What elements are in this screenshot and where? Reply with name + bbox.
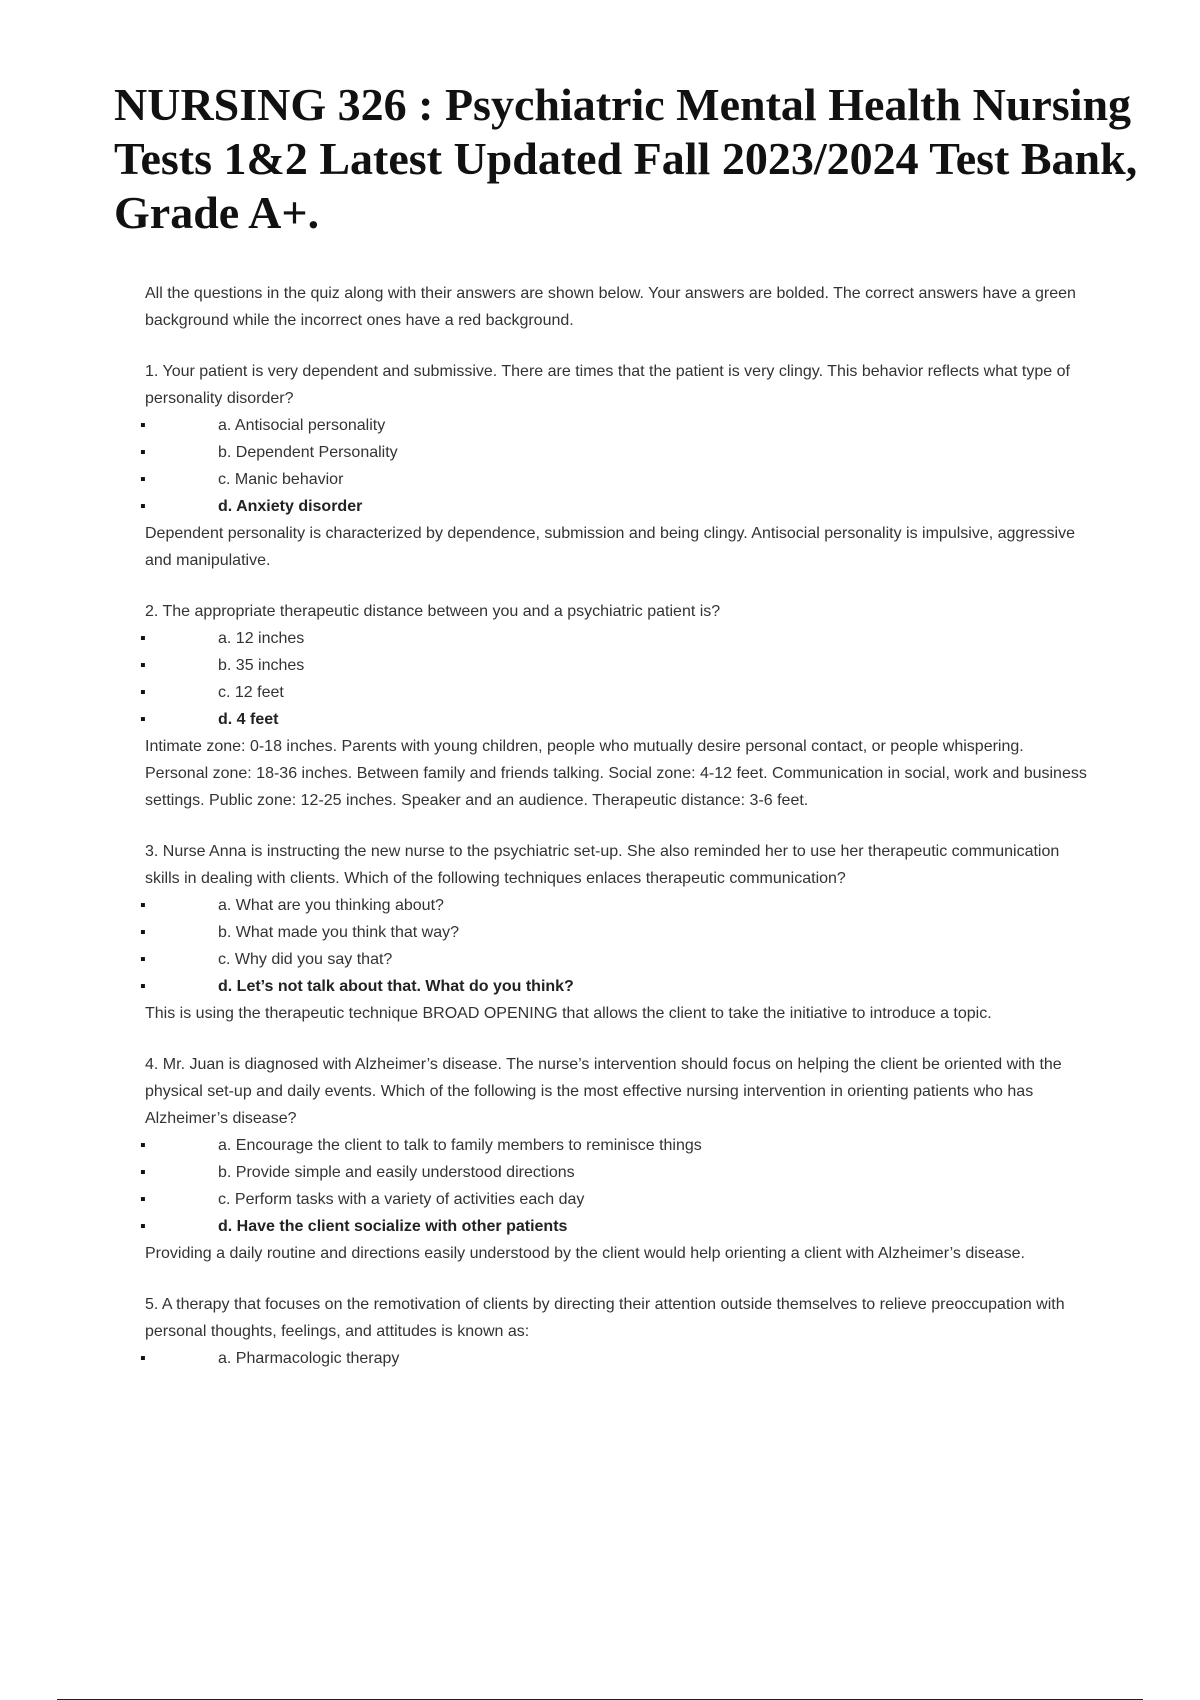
option-item: [140, 466, 1090, 493]
bullet-icon: ▪: [140, 1350, 146, 1367]
option-text: a. 12 inches: [218, 630, 305, 647]
question-text: 1. Your patient is very dependent and submissive. There are times that the patient is very clingy. This behavior reflects what type of personality disorder?: [145, 363, 1070, 407]
bullet-icon: ▪: [140, 1218, 146, 1235]
question-text: 4. Mr. Juan is diagnosed with Alzheimer’s disease. The nurse’s intervention should focus on helping the client be oriented with the physical set-up and daily events. Which of the following is the most effective nursing intervention in orienting patients who has Alzheimer’s disease?: [145, 1056, 1062, 1127]
option-item: [140, 946, 1090, 973]
option-text: a. Encourage the client to talk to family members to reminisce things: [218, 1137, 702, 1154]
bullet-icon: ▪: [140, 417, 146, 434]
question-text: 2. The appropriate therapeutic distance between you and a psychiatric patient is?: [145, 603, 721, 620]
selected-answer-item: [140, 973, 1090, 1000]
option-text: a. Pharmacologic therapy: [218, 1350, 400, 1367]
question-block: [140, 838, 1090, 1027]
option-text: d. Have the client socialize with other patients: [218, 1218, 568, 1235]
option-text: b. What made you think that way?: [218, 924, 460, 941]
question-block: [140, 1051, 1090, 1267]
bullet-icon: ▪: [140, 1191, 146, 1208]
option-text: d. Let’s not talk about that. What do you think?: [218, 978, 574, 995]
option-item: [140, 439, 1090, 466]
bullet-icon: ▪: [140, 684, 146, 701]
rationale-text: This is using the therapeutic technique BROAD OPENING that allows the client to take the initiative to introduce a topic.: [145, 1005, 992, 1022]
rationale-text: Providing a daily routine and directions easily understood by the client would help orienting a client with Alzheimer’s disease.: [145, 1245, 1025, 1262]
option-text: b. Dependent Personality: [218, 444, 398, 461]
option-text: b. 35 inches: [218, 657, 305, 674]
bullet-icon: ▪: [140, 630, 146, 647]
selected-answer-item: [140, 493, 1090, 520]
question-block: [140, 598, 1090, 814]
bullet-icon: ▪: [140, 1137, 146, 1154]
bullet-icon: ▪: [140, 471, 146, 488]
bullet-icon: ▪: [140, 924, 146, 941]
question-block: [140, 1291, 1090, 1372]
option-item: [140, 919, 1090, 946]
option-text: d. 4 feet: [218, 711, 279, 728]
option-text: c. Perform tasks with a variety of activities each day: [218, 1191, 585, 1208]
bullet-icon: ▪: [140, 498, 146, 515]
option-item: [140, 1132, 1090, 1159]
option-text: d. Anxiety disorder: [218, 498, 363, 515]
option-list: [140, 625, 1090, 733]
question-text: 5. A therapy that focuses on the remotivation of clients by directing their attention outside themselves to relieve preoccupation with personal thoughts, feelings, and attitudes is known as:: [145, 1296, 1065, 1340]
document-title: NURSING 326 : Psychiatric Mental Health Nursing Tests 1&2 Latest Updated Fall 2023/2024 Test Bank, Grade A+.: [114, 79, 1138, 238]
option-text: c. 12 feet: [218, 684, 284, 701]
option-list: [140, 1345, 1090, 1372]
option-item: [140, 412, 1090, 439]
option-text: c. Manic behavior: [218, 471, 344, 488]
option-item: [140, 1159, 1090, 1186]
option-item: [140, 892, 1090, 919]
option-text: a. Antisocial personality: [218, 417, 386, 434]
option-list: [140, 892, 1090, 1000]
bullet-icon: ▪: [140, 444, 146, 461]
bullet-icon: ▪: [140, 1164, 146, 1181]
option-item: [140, 652, 1090, 679]
bullet-icon: ▪: [140, 897, 146, 914]
option-item: [140, 679, 1090, 706]
bullet-icon: ▪: [140, 657, 146, 674]
option-list: [140, 1132, 1090, 1240]
bullet-icon: ▪: [140, 711, 146, 728]
quiz-content: [140, 280, 1090, 1396]
option-item: [140, 1345, 1090, 1372]
bullet-icon: ▪: [140, 978, 146, 995]
selected-answer-item: [140, 1213, 1090, 1240]
intro-paragraph: All the questions in the quiz along with their answers are shown below. Your answers are bolded. The correct answers have a green background while the incorrect ones have a red background.: [145, 285, 1076, 329]
rationale-text: Intimate zone: 0-18 inches. Parents with young children, people who mutually desire personal contact, or people whispering. Personal zone: 18-36 inches. Between family and friends talking. Social zone: 4-12 feet. Communication in social, work and business settings. Public zone: 12-25 inches. Speaker and an audience. Therapeutic distance: 3-6 feet.: [145, 738, 1087, 809]
option-text: c. Why did you say that?: [218, 951, 393, 968]
option-text: b. Provide simple and easily understood directions: [218, 1164, 575, 1181]
option-list: [140, 412, 1090, 520]
option-item: [140, 1186, 1090, 1213]
selected-answer-item: [140, 706, 1090, 733]
bullet-icon: ▪: [140, 951, 146, 968]
rationale-text: Dependent personality is characterized by dependence, submission and being clingy. Antisocial personality is impulsive, aggressive and manipulative.: [145, 525, 1075, 569]
question-block: [140, 358, 1090, 574]
option-item: [140, 625, 1090, 652]
question-text: 3. Nurse Anna is instructing the new nurse to the psychiatric set-up. She also reminded her to use her therapeutic communication skills in dealing with clients. Which of the following techniques enlaces therapeutic communication?: [145, 843, 1060, 887]
option-text: a. What are you thinking about?: [218, 897, 444, 914]
